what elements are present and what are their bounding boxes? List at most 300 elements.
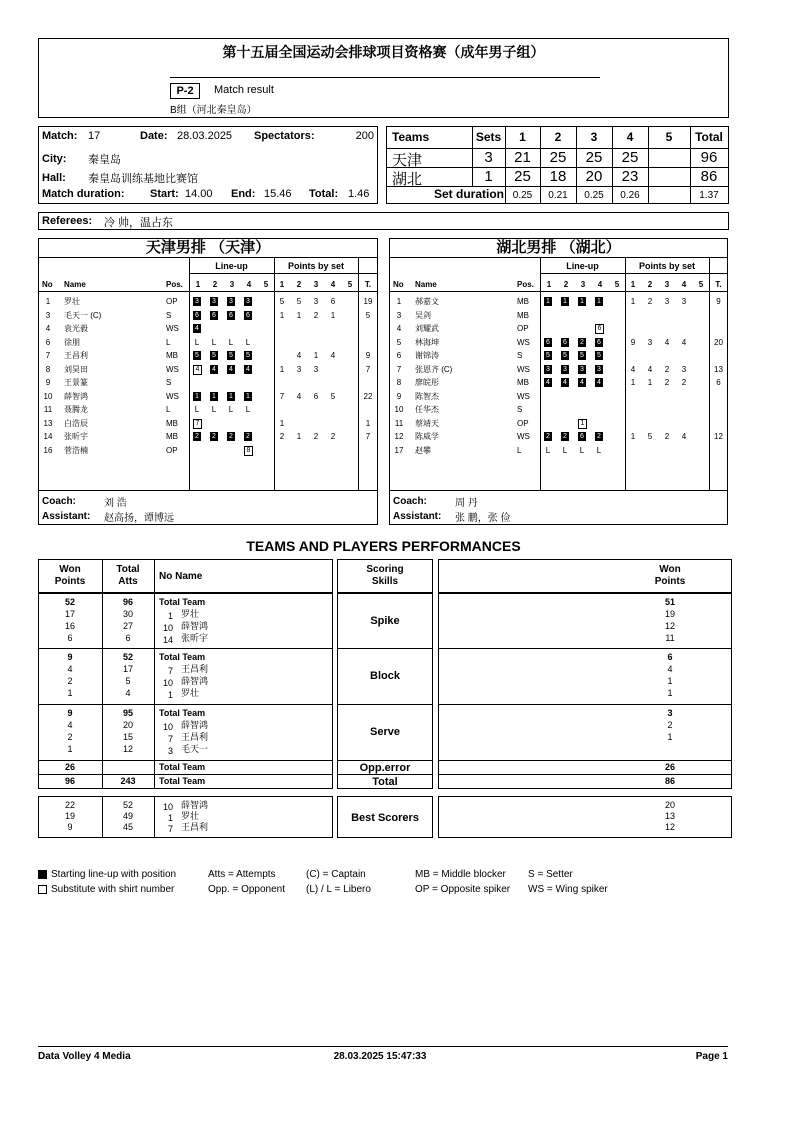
player-or-team: 张昕宇 bbox=[181, 633, 209, 643]
player-position: WS bbox=[517, 364, 530, 374]
set-header: 3 bbox=[229, 280, 235, 289]
set-points: 7 bbox=[279, 391, 285, 401]
lineup-position: 6 bbox=[210, 311, 218, 320]
points-header: Points bbox=[654, 576, 686, 587]
set-points: 5 bbox=[330, 391, 336, 401]
set-points: 1 bbox=[296, 310, 302, 320]
player-position: OP bbox=[166, 297, 178, 306]
player-or-team: 薛智鸿 bbox=[181, 676, 209, 686]
set-points: 2 bbox=[681, 378, 687, 387]
player-number: 9 bbox=[396, 391, 402, 401]
set-duration: 0.21 bbox=[548, 190, 568, 201]
lineup-position: 2 bbox=[210, 432, 218, 441]
libero-marker: L bbox=[579, 445, 585, 455]
player-position: MB bbox=[166, 432, 178, 441]
player-position: S bbox=[517, 351, 523, 360]
set-header: 4 bbox=[330, 280, 336, 289]
player-number: 11 bbox=[394, 418, 404, 428]
total-atts: 96 bbox=[122, 597, 133, 607]
grid-line bbox=[38, 760, 333, 761]
start-label: Start: bbox=[150, 188, 179, 200]
lineup-position: 1 bbox=[595, 297, 603, 306]
won-points: 1 bbox=[667, 688, 673, 698]
lineup-position: 1 bbox=[578, 419, 587, 429]
won-points: 3 bbox=[667, 708, 673, 718]
legend-text: OP = Opposite spiker bbox=[415, 884, 511, 895]
lineup-position: 3 bbox=[595, 365, 603, 374]
won-points: 20 bbox=[664, 800, 675, 810]
won-points: 26 bbox=[664, 762, 675, 772]
points-header: Points bbox=[54, 576, 86, 587]
total-atts: 20 bbox=[122, 720, 133, 730]
lineup-position: 1 bbox=[561, 297, 569, 306]
set-points: 2 bbox=[664, 378, 670, 387]
libero-marker: L bbox=[194, 405, 200, 414]
lineup-position: 2 bbox=[578, 338, 586, 347]
lineup-position: 1 bbox=[193, 392, 201, 401]
legend-text: (C) = Captain bbox=[306, 869, 366, 880]
set-points: 4 bbox=[296, 351, 302, 360]
player-number: 3 bbox=[45, 310, 51, 320]
player-position: MB bbox=[517, 378, 529, 387]
name-header: Name bbox=[64, 280, 86, 289]
total-points: 9 bbox=[365, 351, 371, 360]
legend-start-item bbox=[38, 869, 176, 880]
set-points: 2 bbox=[279, 432, 285, 441]
player-number: 11 bbox=[43, 405, 53, 414]
lineup-position: 4 bbox=[227, 365, 235, 374]
player-name: 菅浩楠 bbox=[64, 445, 88, 455]
city-value: 秦皇岛 bbox=[88, 154, 121, 166]
player-number: 6 bbox=[45, 337, 51, 347]
skill-label: Serve bbox=[370, 726, 400, 738]
set-points: 1 bbox=[279, 418, 285, 428]
player-name: 薛智鸿 bbox=[64, 391, 88, 401]
set-header: 4 bbox=[597, 280, 603, 289]
libero-marker: L bbox=[211, 405, 217, 414]
total-atts: 45 bbox=[122, 822, 133, 832]
grid-line bbox=[189, 273, 378, 274]
player-name: 林海坤 bbox=[415, 337, 439, 347]
total-atts: 17 bbox=[122, 664, 133, 674]
empty-square-icon bbox=[38, 885, 47, 894]
skill-label: Total bbox=[372, 776, 398, 788]
lineup-position: 2 bbox=[544, 432, 552, 441]
set-duration-label: Set duration bbox=[433, 187, 504, 201]
noname-header: No Name bbox=[159, 571, 203, 582]
set-points: 3 bbox=[647, 337, 653, 347]
lineup-position: 4 bbox=[210, 365, 218, 374]
player-number: 9 bbox=[45, 378, 51, 387]
total-points: 7 bbox=[365, 432, 371, 441]
libero-marker: L bbox=[211, 337, 217, 347]
legend-text: Opp. = Opponent bbox=[208, 884, 286, 895]
player-position: S bbox=[517, 405, 523, 414]
set-points: 3 bbox=[296, 364, 302, 374]
player-number: 5 bbox=[396, 337, 402, 347]
referees-label: Referees: bbox=[42, 215, 93, 227]
score-header: 5 bbox=[665, 130, 673, 144]
shirt-number: 1 bbox=[167, 690, 173, 700]
set-points: 1 bbox=[279, 364, 285, 374]
libero-marker: L bbox=[228, 405, 234, 414]
set-header: 5 bbox=[698, 280, 704, 289]
shirt-number: 7 bbox=[167, 734, 173, 744]
skill-label: Opp.error bbox=[359, 762, 411, 774]
total-atts: 5 bbox=[125, 676, 131, 686]
doc-code-badge: P-2 bbox=[170, 83, 200, 99]
lineup-position: 6 bbox=[193, 311, 201, 320]
grid-line bbox=[154, 796, 155, 838]
shirt-number: 1 bbox=[167, 611, 173, 621]
lineup-position: 6 bbox=[595, 338, 603, 347]
score-header: 1 bbox=[519, 130, 526, 144]
set-points: 1 bbox=[330, 310, 336, 320]
legend-text: (L) / L = Libero bbox=[306, 884, 371, 895]
no-header: No bbox=[393, 280, 404, 289]
libero-marker: L bbox=[245, 337, 251, 347]
total-points: 13 bbox=[714, 364, 723, 374]
player-name: 吴剑 bbox=[415, 310, 431, 320]
won-points: 26 bbox=[64, 762, 75, 772]
player-number: 7 bbox=[396, 364, 402, 374]
set-header: 5 bbox=[347, 280, 353, 289]
end-value: 15.46 bbox=[264, 188, 292, 200]
lineup-position: 7 bbox=[193, 419, 202, 429]
player-name: 蔡靖天 bbox=[415, 418, 439, 428]
player-position: L bbox=[166, 405, 171, 414]
player-position: WS bbox=[517, 391, 530, 401]
set-points: 1 bbox=[630, 432, 636, 441]
score-cell: 25 bbox=[585, 149, 603, 166]
lineup-position: 2 bbox=[193, 432, 201, 441]
set-points: 1 bbox=[313, 351, 319, 360]
grid-line bbox=[154, 559, 155, 593]
grid-line bbox=[438, 760, 732, 761]
shirt-number: 14 bbox=[162, 635, 173, 645]
set-duration: 0.25 bbox=[512, 190, 533, 201]
set-points: 1 bbox=[630, 378, 636, 387]
shirt-number: 7 bbox=[167, 824, 173, 834]
player-or-team: 薛智鸿 bbox=[181, 621, 209, 631]
lineup-position: 3 bbox=[210, 297, 218, 306]
set-points: 3 bbox=[664, 297, 670, 306]
player-name: 廖皖彤 bbox=[415, 378, 439, 387]
player-name: 郝嘉文 bbox=[415, 297, 439, 306]
libero-marker: L bbox=[228, 337, 234, 347]
player-number: 8 bbox=[396, 378, 402, 387]
shirt-number: 10 bbox=[162, 722, 173, 732]
group-label: B组（河北秦皇岛） bbox=[170, 105, 257, 116]
legend-text: Starting line-up with position bbox=[51, 869, 177, 880]
shirt-number: 10 bbox=[162, 623, 173, 633]
match-label: Match: bbox=[42, 130, 78, 142]
set-points: 4 bbox=[664, 337, 670, 347]
total-atts: 49 bbox=[122, 811, 133, 821]
lineup-position: 3 bbox=[544, 365, 552, 374]
score-cell: 86 bbox=[700, 168, 718, 185]
won-points: 2 bbox=[67, 732, 73, 742]
grid-line bbox=[337, 704, 433, 705]
total-points: 20 bbox=[714, 337, 723, 347]
lineup-position: 4 bbox=[193, 324, 201, 333]
won-header: Won bbox=[59, 564, 81, 575]
assistant-label: Assistant: bbox=[42, 511, 91, 522]
lineup-position: 6 bbox=[544, 338, 552, 347]
date-label: Date: bbox=[140, 130, 168, 142]
set-header: 3 bbox=[313, 280, 319, 289]
player-number: 6 bbox=[396, 351, 402, 360]
duration-label: Match duration: bbox=[42, 188, 125, 200]
player-name: 陈智杰 bbox=[415, 391, 439, 401]
player-name: 王景篆 bbox=[64, 378, 88, 387]
player-number: 3 bbox=[396, 310, 402, 320]
won-points: 17 bbox=[64, 609, 75, 619]
won-points: 6 bbox=[67, 633, 73, 643]
player-position: MB bbox=[517, 310, 529, 320]
legend-text: WS = Wing spiker bbox=[528, 884, 608, 895]
player-or-team: Total Team bbox=[159, 762, 206, 772]
start-value: 14.00 bbox=[185, 188, 213, 200]
won-points: 19 bbox=[64, 811, 75, 821]
lineup-position: 1 bbox=[578, 297, 586, 306]
lineup-position: 4 bbox=[595, 378, 603, 387]
lineup-position: 4 bbox=[561, 378, 569, 387]
player-number: 12 bbox=[394, 432, 404, 441]
won-points: 2 bbox=[67, 676, 73, 686]
player-position: WS bbox=[517, 432, 530, 441]
set-header: 1 bbox=[630, 280, 636, 289]
player-number: 7 bbox=[45, 351, 51, 360]
lineup-position: 1 bbox=[244, 392, 252, 401]
assistant-label: Assistant: bbox=[393, 511, 442, 522]
performance-title: TEAMS AND PLAYERS PERFORMANCES bbox=[246, 538, 521, 554]
set-header: 5 bbox=[614, 280, 620, 289]
lineup-position: 4 bbox=[544, 378, 552, 387]
player-position: L bbox=[517, 445, 522, 455]
player-position: S bbox=[166, 310, 172, 320]
lineup-header: Line-up bbox=[215, 261, 248, 271]
won-points: 12 bbox=[664, 822, 675, 832]
name-header: Name bbox=[415, 280, 437, 289]
lineup-position: 3 bbox=[227, 297, 235, 306]
total-atts: 27 bbox=[122, 621, 133, 631]
won-points: 1 bbox=[667, 732, 673, 742]
set-points: 9 bbox=[630, 337, 636, 347]
set-duration: 0.25 bbox=[584, 190, 604, 201]
set-header: 2 bbox=[563, 280, 569, 289]
set-points: 1 bbox=[630, 297, 636, 306]
lineup-position: 4 bbox=[578, 378, 586, 387]
set-points: 6 bbox=[313, 391, 319, 401]
set-points: 2 bbox=[330, 432, 336, 441]
player-position: WS bbox=[166, 364, 179, 374]
player-position: WS bbox=[166, 391, 179, 401]
player-name: 聂腾龙 bbox=[64, 405, 88, 414]
grid-line bbox=[728, 126, 729, 204]
score-cell: 20 bbox=[585, 168, 603, 185]
player-number: 13 bbox=[43, 418, 53, 428]
grid-line bbox=[389, 490, 728, 491]
won-points: 9 bbox=[67, 822, 73, 832]
won-header: Won bbox=[659, 564, 681, 575]
total-points: 12 bbox=[714, 432, 723, 441]
score-header: Teams bbox=[392, 130, 430, 144]
player-position: MB bbox=[166, 418, 178, 428]
lineup-position: 3 bbox=[578, 365, 586, 374]
player-name: 赵攀 bbox=[415, 445, 431, 455]
points-header: Points by set bbox=[287, 261, 344, 271]
set-points: 2 bbox=[313, 432, 319, 441]
spectators-value: 200 bbox=[355, 130, 374, 142]
legend-text: S = Setter bbox=[528, 869, 573, 880]
t-header: T. bbox=[364, 280, 372, 289]
set-points: 1 bbox=[647, 378, 653, 387]
total-atts: 52 bbox=[122, 800, 133, 810]
t-header: T. bbox=[715, 280, 722, 289]
grid-line bbox=[38, 291, 378, 292]
player-or-team: 王昌利 bbox=[181, 822, 209, 832]
player-position: WS bbox=[517, 337, 530, 347]
end-label: End: bbox=[231, 188, 256, 200]
total-atts: 4 bbox=[125, 688, 131, 698]
grid-line bbox=[438, 648, 732, 649]
legend bbox=[38, 869, 728, 899]
set-header: 1 bbox=[546, 280, 552, 289]
lineup-position: 8 bbox=[244, 446, 253, 456]
atts-header: Atts bbox=[118, 576, 138, 587]
score-cell: 3 bbox=[484, 149, 493, 166]
lineup-position: 3 bbox=[561, 365, 569, 374]
shirt-number: 10 bbox=[162, 802, 173, 812]
set-points: 3 bbox=[681, 364, 687, 374]
lineup-position: 5 bbox=[244, 351, 252, 360]
legend-text: Substitute with shirt number bbox=[51, 884, 175, 895]
won-points: 16 bbox=[64, 621, 75, 631]
player-or-team: 薛智鸿 bbox=[181, 800, 209, 810]
player-number: 14 bbox=[43, 432, 53, 441]
total-atts: 12 bbox=[122, 744, 133, 754]
player-name: 徐朋 bbox=[64, 337, 80, 347]
won-points: 1 bbox=[667, 676, 673, 686]
score-cell: 25 bbox=[514, 168, 531, 185]
player-or-team: Total Team bbox=[159, 597, 206, 607]
footer-timestamp: 28.03.2025 15:47:33 bbox=[333, 1051, 427, 1062]
won-points: 11 bbox=[665, 633, 675, 643]
footer-page: Page 1 bbox=[695, 1051, 728, 1062]
total-points: 5 bbox=[365, 310, 371, 320]
set-header: 5 bbox=[263, 280, 269, 289]
set-points: 4 bbox=[630, 364, 636, 374]
set-points: 5 bbox=[296, 297, 302, 306]
grid-line bbox=[38, 704, 333, 705]
set-points: 4 bbox=[647, 364, 653, 374]
pos-header: Pos. bbox=[517, 280, 534, 289]
total-points: 9 bbox=[716, 297, 721, 306]
total-atts: 243 bbox=[120, 776, 136, 786]
player-or-team: 罗壮 bbox=[181, 609, 200, 619]
legend-text: Atts = Attempts bbox=[208, 869, 276, 880]
shirt-number: 1 bbox=[167, 813, 173, 823]
lineup-header: Line-up bbox=[566, 261, 599, 271]
won-points: 52 bbox=[64, 597, 75, 607]
player-position: OP bbox=[166, 445, 178, 455]
grid-line bbox=[389, 291, 728, 292]
total-duration-label: Total: bbox=[309, 188, 339, 200]
grid-line bbox=[337, 648, 433, 649]
player-or-team: 王昌利 bbox=[181, 664, 209, 674]
footer-left: Data Volley 4 Media bbox=[38, 1051, 131, 1062]
player-number: 16 bbox=[43, 445, 53, 455]
header-rule bbox=[170, 77, 600, 78]
player-position: WS bbox=[166, 324, 179, 333]
set-header: 3 bbox=[580, 280, 586, 289]
total-header: Total bbox=[116, 564, 140, 575]
lineup-position: 6 bbox=[578, 432, 586, 441]
grid-line bbox=[38, 257, 378, 258]
won-points: 19 bbox=[664, 609, 675, 619]
set-header: 3 bbox=[664, 280, 670, 289]
roster-left bbox=[38, 238, 378, 525]
total-atts: 6 bbox=[125, 633, 131, 643]
team-title: 湖北男排 （湖北） bbox=[496, 239, 621, 256]
grid-line bbox=[438, 774, 732, 775]
set-points: 4 bbox=[681, 432, 687, 441]
set-points: 4 bbox=[330, 351, 336, 360]
lineup-position: 3 bbox=[244, 297, 252, 306]
document-title: 第十五届全国运动会排球项目资格赛（成年男子组） bbox=[222, 44, 545, 60]
player-or-team: 罗壮 bbox=[181, 688, 200, 698]
won-points: 4 bbox=[67, 720, 73, 730]
won-points: 13 bbox=[664, 811, 675, 821]
score-cell: 23 bbox=[621, 168, 639, 185]
grid-line bbox=[386, 203, 728, 204]
player-or-team: 王昌利 bbox=[181, 732, 209, 742]
player-number: 1 bbox=[45, 297, 51, 306]
lineup-position: 5 bbox=[578, 351, 586, 360]
set-points: 4 bbox=[296, 391, 302, 401]
spectators-label: Spectators: bbox=[254, 130, 315, 142]
coach-name: 周 丹 bbox=[455, 498, 478, 509]
won-points: 86 bbox=[664, 776, 675, 786]
player-or-team: Total Team bbox=[159, 652, 206, 662]
lineup-position: 4 bbox=[193, 365, 202, 375]
won-points: 9 bbox=[67, 708, 73, 718]
player-position: OP bbox=[517, 418, 529, 428]
won-points: 51 bbox=[664, 597, 675, 607]
score-header: Total bbox=[695, 130, 723, 144]
set-header: 4 bbox=[246, 280, 252, 289]
player-position: MB bbox=[166, 351, 178, 360]
player-or-team: 薛智鸿 bbox=[181, 720, 209, 730]
skill-label: Spike bbox=[370, 614, 400, 627]
lineup-position: 1 bbox=[227, 392, 235, 401]
total-atts: 52 bbox=[122, 652, 133, 662]
grid-line bbox=[337, 774, 433, 775]
lineup-position: 6 bbox=[227, 311, 235, 320]
skill-label: Block bbox=[370, 670, 400, 682]
hall-value: 秦皇岛训练基地比赛馆 bbox=[88, 173, 198, 185]
player-name: 刘昊田 bbox=[64, 364, 88, 374]
score-cell: 96 bbox=[700, 149, 718, 166]
shirt-number: 7 bbox=[167, 666, 173, 676]
grid-line bbox=[389, 257, 728, 258]
filled-square-icon bbox=[38, 870, 47, 879]
lineup-position: 6 bbox=[595, 324, 604, 334]
player-position: OP bbox=[517, 324, 529, 333]
player-position: MB bbox=[517, 297, 529, 306]
total-atts: 30 bbox=[122, 609, 133, 619]
